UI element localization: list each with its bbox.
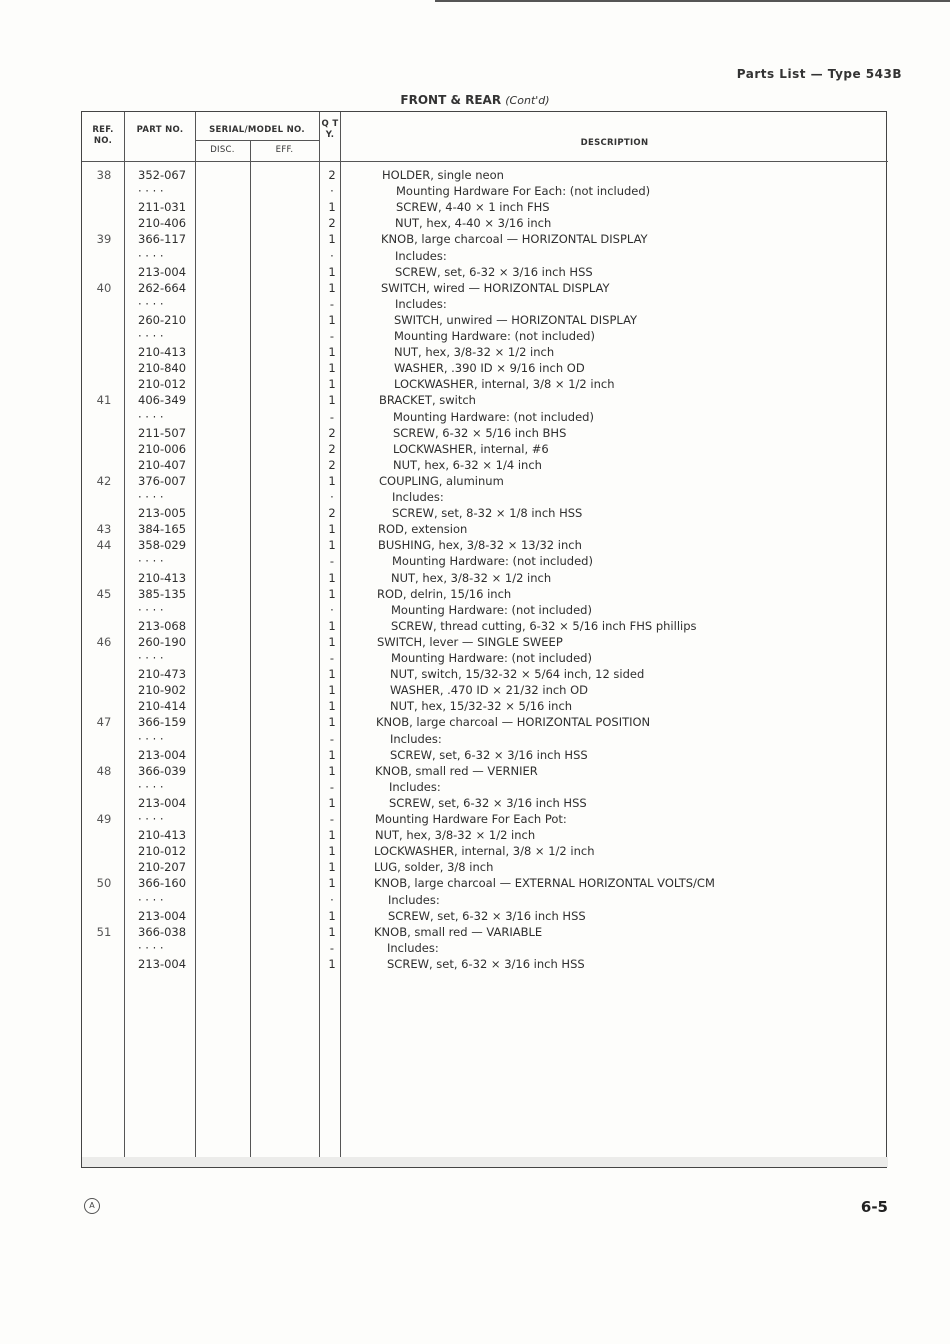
quantity: -	[329, 940, 335, 955]
col-header-serial: SERIAL/MODEL NO.	[209, 125, 305, 135]
quantity: 1	[328, 715, 336, 730]
part-number: · · · ·	[138, 554, 164, 569]
part-number: 210-840	[138, 361, 187, 376]
description: NUT, hex, 3/8-32 × 1/2 inch	[394, 345, 555, 360]
bottom-shading	[82, 1157, 888, 1167]
table-row	[82, 908, 888, 924]
table-row	[82, 392, 888, 408]
part-number: 210-414	[138, 699, 187, 714]
description: Includes:	[395, 296, 447, 311]
part-number: 210-207	[138, 860, 187, 875]
quantity: 1	[328, 345, 336, 360]
part-number: · · · ·	[138, 892, 164, 907]
part-number: 210-413	[138, 345, 187, 360]
description: Includes:	[392, 490, 444, 504]
quantity: ·	[330, 248, 334, 263]
quantity: 2	[328, 168, 336, 182]
description: NUT, hex, 15/32-32 × 5/16 inch	[390, 699, 573, 714]
part-number: 210-407	[138, 457, 187, 472]
table-row	[82, 634, 888, 650]
description: Mounting Hardware: (not included)	[393, 409, 594, 424]
quantity: -	[329, 296, 335, 311]
description: LOCKWASHER, internal, 3/8 × 1/2 inch	[394, 377, 615, 392]
part-number: 210-012	[138, 844, 187, 859]
part-number: 262-664	[138, 280, 187, 295]
description: NUT, switch, 15/32-32 × 5/64 inch, 12 sided	[390, 667, 645, 682]
description: Mounting Hardware For Each: (not included)	[396, 184, 651, 199]
description: SCREW, 4-40 × 1 inch FHS	[396, 200, 550, 215]
part-number: 210-413	[138, 570, 187, 585]
table-row	[82, 248, 888, 264]
description: WASHER, .390 ID × 9/16 inch OD	[394, 361, 585, 376]
table-row	[82, 183, 888, 199]
description: Includes:	[387, 940, 439, 955]
description: WASHER, .470 ID × 21/32 inch OD	[390, 683, 589, 698]
top-rule	[435, 0, 950, 2]
quantity: 1	[328, 280, 336, 295]
description: COUPLING, aluminum	[379, 473, 504, 488]
table-row	[82, 521, 888, 537]
table-row	[82, 714, 888, 730]
description: KNOB, small red — VARIABLE	[374, 924, 543, 939]
quantity: 1	[328, 683, 336, 698]
col-header-disc: DISC.	[210, 145, 235, 155]
part-number: 210-902	[138, 683, 187, 698]
page-number: 6-5	[860, 1198, 888, 1216]
table-row	[82, 795, 888, 811]
table-row	[82, 859, 888, 875]
ref-number: 38	[96, 168, 112, 182]
quantity: 1	[328, 570, 336, 585]
table-row	[82, 827, 888, 843]
parts-table	[81, 111, 887, 1168]
table-row	[82, 682, 888, 698]
table-row	[82, 666, 888, 682]
description: SCREW, set, 6-32 × 3/16 inch HSS	[389, 795, 587, 810]
table-row	[82, 763, 888, 779]
description: Includes:	[388, 892, 440, 907]
quantity: ·	[330, 602, 334, 617]
table-row	[82, 570, 888, 586]
quantity: 1	[328, 618, 336, 633]
ref-number: 49	[96, 812, 112, 826]
quantity: -	[329, 554, 335, 569]
quantity: 1	[328, 956, 336, 971]
quantity: -	[329, 779, 335, 794]
table-row	[82, 892, 888, 908]
part-number: · · · ·	[138, 651, 164, 665]
table-row	[82, 376, 888, 392]
part-number: 406-349	[138, 393, 187, 408]
table-row	[82, 231, 888, 247]
running-head: Parts List — Type 543B	[736, 67, 902, 81]
quantity: 1	[328, 844, 336, 859]
ref-number: 44	[96, 538, 112, 553]
table-row	[82, 811, 888, 827]
quantity: 1	[328, 200, 336, 215]
description: Includes:	[389, 779, 441, 794]
part-number: · · · ·	[138, 779, 164, 794]
part-number: · · · ·	[138, 296, 164, 311]
col-header-ref: REF. NO.	[92, 125, 114, 146]
description: SCREW, thread cutting, 6-32 × 5/16 inch FHS phillips	[391, 618, 697, 633]
quantity: 1	[328, 473, 336, 488]
quantity: -	[329, 329, 335, 343]
description: BRACKET, switch	[379, 393, 476, 408]
part-number: 384-165	[138, 522, 187, 537]
table-row	[82, 586, 888, 602]
quantity: 1	[328, 538, 336, 553]
table-row	[82, 505, 888, 521]
description: KNOB, large charcoal — HORIZONTAL DISPLAY	[381, 232, 648, 247]
description: LUG, solder, 3/8 inch	[374, 860, 494, 875]
table-row	[82, 779, 888, 795]
part-number: 213-004	[138, 795, 187, 810]
quantity: 1	[328, 924, 336, 939]
ref-number: 41	[96, 393, 112, 408]
quantity: 1	[328, 393, 336, 408]
quantity: 1	[328, 667, 336, 682]
description: Includes:	[395, 248, 447, 263]
description: ROD, extension	[378, 522, 468, 537]
description: Mounting Hardware For Each Pot:	[375, 812, 567, 826]
part-number: · · · ·	[138, 602, 164, 617]
description: SWITCH, wired — HORIZONTAL DISPLAY	[381, 280, 610, 295]
description: NUT, hex, 6-32 × 1/4 inch	[393, 457, 542, 472]
ref-number: 50	[96, 876, 112, 891]
part-number: 210-006	[138, 441, 187, 456]
ref-number: 45	[96, 586, 112, 601]
publisher-mark-icon: A	[84, 1198, 100, 1214]
table-row	[82, 489, 888, 505]
description: KNOB, small red — VERNIER	[375, 763, 538, 778]
table-row	[82, 457, 888, 473]
part-number: · · · ·	[138, 812, 164, 826]
part-number: 260-190	[138, 634, 187, 649]
table-row	[82, 441, 888, 457]
table-row	[82, 409, 888, 425]
table-row	[82, 296, 888, 312]
part-number: 213-004	[138, 264, 187, 279]
description: SCREW, set, 6-32 × 3/16 inch HSS	[395, 264, 593, 279]
part-number: · · · ·	[138, 409, 164, 424]
description: Mounting Hardware: (not included)	[394, 329, 595, 343]
description: KNOB, large charcoal — EXTERNAL HORIZONTAL VOLTS/CM	[374, 876, 715, 891]
description: NUT, hex, 3/8-32 × 1/2 inch	[391, 570, 552, 585]
quantity: 2	[328, 216, 336, 231]
quantity: 1	[328, 763, 336, 778]
quantity: 2	[328, 506, 336, 521]
table-row	[82, 280, 888, 296]
part-number: 213-005	[138, 506, 187, 521]
table-row	[82, 425, 888, 441]
ref-number: 40	[96, 280, 112, 295]
quantity: 1	[328, 312, 336, 327]
quantity: 1	[328, 860, 336, 875]
quantity: ·	[330, 892, 334, 907]
table-row	[82, 698, 888, 714]
part-number: · · · ·	[138, 940, 164, 955]
description: SCREW, set, 6-32 × 3/16 inch HSS	[388, 908, 586, 923]
quantity: 1	[328, 908, 336, 923]
part-number: 366-038	[138, 924, 187, 939]
description: BUSHING, hex, 3/8-32 × 13/32 inch	[378, 538, 582, 553]
quantity: 1	[328, 876, 336, 891]
quantity: 1	[328, 264, 336, 279]
description: SCREW, set, 6-32 × 3/16 inch HSS	[387, 956, 585, 971]
part-number: 352-067	[138, 168, 187, 182]
description: KNOB, large charcoal — HORIZONTAL POSITION	[376, 715, 651, 730]
description: SCREW, 6-32 × 5/16 inch BHS	[393, 425, 567, 440]
part-number: 211-507	[138, 425, 187, 440]
part-number: 213-068	[138, 618, 187, 633]
part-number: 366-117	[138, 232, 187, 247]
table-row	[82, 602, 888, 618]
quantity: 1	[328, 699, 336, 714]
table-row	[82, 264, 888, 280]
quantity: 1	[328, 634, 336, 649]
quantity: 1	[328, 795, 336, 810]
table-row	[82, 537, 888, 553]
quantity: -	[329, 409, 335, 424]
part-number: 210-012	[138, 377, 187, 392]
part-number: · · · ·	[138, 490, 164, 504]
ref-number: 42	[96, 473, 112, 488]
part-number: · · · ·	[138, 731, 164, 746]
quantity: 1	[328, 377, 336, 392]
ref-number: 46	[96, 634, 112, 649]
description: Mounting Hardware: (not included)	[391, 651, 592, 665]
table-row	[82, 199, 888, 215]
description: SWITCH, lever — SINGLE SWEEP	[377, 634, 563, 649]
description: NUT, hex, 4-40 × 3/16 inch	[395, 216, 552, 231]
description: SWITCH, unwired — HORIZONTAL DISPLAY	[394, 312, 638, 327]
quantity: 1	[328, 828, 336, 843]
part-number: · · · ·	[138, 184, 164, 199]
table-row	[82, 747, 888, 763]
description: SCREW, set, 8-32 × 1/8 inch HSS	[392, 506, 583, 521]
quantity: -	[329, 812, 335, 826]
table-row	[82, 344, 888, 360]
part-number: 385-135	[138, 586, 187, 601]
part-number: 210-406	[138, 216, 187, 231]
serial-subheader-rule	[195, 140, 319, 141]
quantity: 1	[328, 361, 336, 376]
ref-number: 43	[96, 522, 112, 537]
section-title	[0, 93, 950, 107]
table-row	[82, 650, 888, 666]
ref-number: 48	[96, 763, 112, 778]
part-number: 358-029	[138, 538, 187, 553]
part-number: 366-159	[138, 715, 187, 730]
part-number: 213-004	[138, 747, 187, 762]
quantity: -	[329, 731, 335, 746]
col-header-description: DESCRIPTION	[580, 138, 649, 148]
part-number: 213-004	[138, 908, 187, 923]
ref-number: 47	[96, 715, 112, 730]
part-number: 210-413	[138, 828, 187, 843]
quantity: 1	[328, 522, 336, 537]
description: HOLDER, single neon	[382, 168, 504, 182]
quantity: 1	[328, 747, 336, 762]
table-row	[82, 875, 888, 891]
quantity: -	[329, 651, 335, 665]
table-row	[82, 956, 888, 972]
description: NUT, hex, 3/8-32 × 1/2 inch	[375, 828, 536, 843]
part-number: 366-039	[138, 763, 187, 778]
section-title-text: FRONT & REAR	[400, 93, 502, 107]
description: SCREW, set, 6-32 × 3/16 inch HSS	[390, 747, 588, 762]
part-number: · · · ·	[138, 248, 164, 263]
description: LOCKWASHER, internal, #6	[393, 441, 549, 456]
description: Mounting Hardware: (not included)	[392, 554, 593, 569]
description: Mounting Hardware: (not included)	[391, 602, 592, 617]
table-row	[82, 215, 888, 231]
description: Includes:	[390, 731, 442, 746]
part-number: 210-473	[138, 667, 187, 682]
table-row	[82, 360, 888, 376]
table-row	[82, 731, 888, 747]
quantity: 2	[328, 441, 336, 456]
col-header-eff: EFF.	[275, 145, 294, 155]
table-row	[82, 843, 888, 859]
description: ROD, delrin, 15/16 inch	[377, 586, 512, 601]
table-row	[82, 167, 888, 183]
quantity: 2	[328, 425, 336, 440]
quantity: 1	[328, 232, 336, 247]
part-number: 376-007	[138, 473, 187, 488]
part-number: · · · ·	[138, 329, 164, 343]
table-row	[82, 618, 888, 634]
quantity: ·	[330, 184, 334, 199]
part-number: 211-031	[138, 200, 187, 215]
quantity: ·	[330, 490, 334, 504]
section-subtitle: (Cont'd)	[505, 94, 550, 107]
part-number: 366-160	[138, 876, 187, 891]
ref-number: 39	[96, 232, 112, 247]
table-row	[82, 924, 888, 940]
part-number: 260-210	[138, 312, 187, 327]
header-rule	[82, 161, 888, 162]
table-row	[82, 940, 888, 956]
col-header-qty: Q T Y.	[321, 119, 339, 140]
quantity: 2	[328, 457, 336, 472]
table-row	[82, 312, 888, 328]
part-number: 213-004	[138, 956, 187, 971]
col-header-part: PART NO.	[136, 125, 184, 135]
table-row	[82, 328, 888, 344]
description: LOCKWASHER, internal, 3/8 × 1/2 inch	[374, 844, 595, 859]
table-row	[82, 473, 888, 489]
ref-number: 51	[96, 924, 112, 939]
quantity: 1	[328, 586, 336, 601]
table-row	[82, 553, 888, 569]
